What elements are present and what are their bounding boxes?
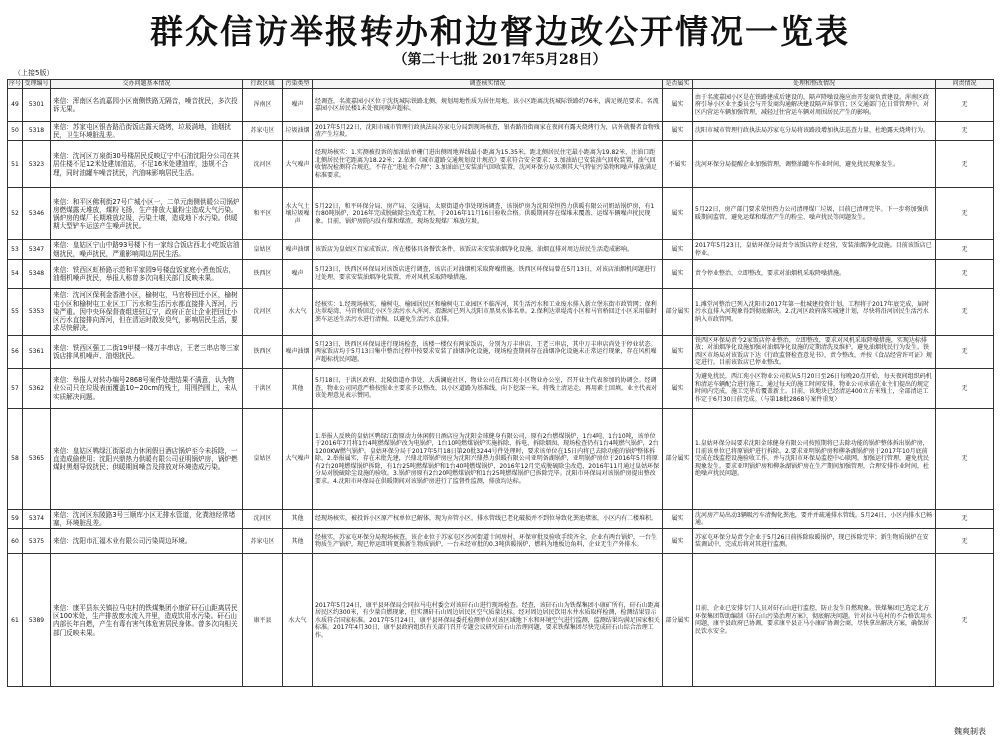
table-body (8, 89, 994, 687)
district: 沈河区 (243, 288, 283, 335)
handling-result: 责令停业整治，立即整改，要求对油烟机采取降噪措施。 (693, 259, 936, 288)
verified-status: 属实 (663, 529, 693, 554)
table-row (8, 240, 994, 259)
pollution-type: 噪声油烟 (283, 240, 313, 259)
district: 和平区 (243, 188, 283, 240)
column-header: 行政区域 (243, 80, 283, 89)
pollution-type: 水大气土壤垃圾噪声 (283, 188, 313, 240)
table-row (8, 554, 994, 687)
table-row (8, 188, 994, 240)
issue-description: 来信：铁西区强工二街19甲楼一楼万丰串店，王老三串店等三家饭店排风机噪声、油烟扰民。 (51, 335, 243, 368)
table-row (8, 509, 994, 528)
case-id: 5353 (23, 288, 51, 335)
investigation-result: 5月18日，于洪区政府、北陵街道办事处、大禹澜庭社区，物业公司在西江苑小区物业办公室，召开业主代表参加的协调会。经调查，物业公司同意严格按照业主要求予以整改，以小区道路为基准线，向下挖深一米，将残土清运走，再用素土回填，业主代表对该处理意见表示赞同。 (313, 368, 663, 408)
district: 沈河区 (243, 141, 283, 188)
continuation-note: （上接5版） (14, 69, 54, 77)
pollution-type: 其他 (283, 509, 313, 528)
accountability: 无 (936, 188, 994, 240)
case-id: 5389 (23, 554, 51, 687)
table-row (8, 335, 994, 368)
investigation-result: 经核实：1.经现场核实，榆树屯、榆园居民区和榆树屯工业园区不临浑河，其生活污水和工业废水排入新立堡东街市政管网；保利达翠堤湾、马官桥回迁小区生活污水入浑河，渭源河已列入沈阳市黑臭水体名单。2.保利达翠堤湾小区和马官桥回迁小区采用临时粪车运送生活污水进行清掏，以避免生活污水直排。 (313, 288, 663, 335)
case-id: 5346 (23, 188, 51, 240)
verified-status: 不属实 (663, 141, 693, 188)
case-id: 5347 (23, 240, 51, 259)
table-row (8, 408, 994, 509)
pollution-type: 其他 (283, 368, 313, 408)
pollution-type: 水大气 (283, 288, 313, 335)
row-number: 60 (8, 529, 23, 554)
investigation-result: 2017年5月22日，沈阳市城市管理行政执法局苏家屯分局到现场核查，银杏路沿街商家在夜间有露天烧烤行为，店外就餐者食物残渣产生垃圾。 (313, 122, 663, 141)
district: 铁西区 (243, 259, 283, 288)
district: 铁西区 (243, 335, 283, 368)
case-id: 5301 (23, 89, 51, 122)
table-row (8, 288, 994, 335)
column-header: 是否属实 (663, 80, 693, 89)
accountability: 无 (936, 368, 994, 408)
row-number: 51 (8, 141, 23, 188)
accountability: 无 (936, 554, 994, 687)
verified-status: 属实 (663, 240, 693, 259)
issue-description: 来信：皇姑区宁山中路93号楼下有一家综合饭店西北小吃饭店油烟扰民，噪声扰民，严重影响周边居民生活。 (51, 240, 243, 259)
investigation-result: 经现场核实：1.实测被投诉的加油站单栅门进出侧周地界线最小距离为15.35米，距北侧居民住宅最小距离为19.82米，注油口距北侧居民住宅距离为18.22米；2.依据《城市道路交通规划设计规范》要求符合安全要求；3.加油站已安装油气回收装置，油气回收情况检测符合规范，不存在“违址不合理”；3.加油站已安装油气回收装置，沈河环保分局实测其大气特征污染物和噪声排放满足标准要求。 (313, 141, 663, 188)
page-subtitle: （第二十七批 2017年5月28日） (393, 52, 607, 68)
row-number: 50 (8, 122, 23, 141)
investigation-result: 经现场核实，被投诉小区原产权单位已解体，现为弃管小区。排水管线已老化破损并不到位导致化粪池堵塞，小区内有二楼堆积。 (313, 509, 663, 528)
issue-description: 来信：沈河区万泉街30号楼居民反映辽宁中石油沈阳分公司在其居住楼不足12米处建加油站，不足16米处建油库，违规不合理，同时油罐车噪音扰民，汽油味影响居民生活。 (51, 141, 243, 188)
pollution-type: 噪声 (283, 259, 313, 288)
handling-result: 沈阳市城市管理行政执法局苏家屯分局将该路段增加执法巡查力量，杜绝露天烧烤行为。 (693, 122, 936, 141)
issue-description: 来信：沈河区东陵路3号三顺库小区无排水管道，化粪池经常堵塞，环境脏乱差。 (51, 509, 243, 528)
row-number: 55 (8, 288, 23, 335)
issue-description: 来信：和平区佛利街27号广城小区一，二单元南侧供暖公司锅炉房燃煤露天堆放，煤粉飞扬，生产排放大量粉尘造成大气污染。锅炉房的煤厂长期堆放垃圾，污染土壤，造成地下水污染。供暖期大型铲车运送产生噪声扰民。 (51, 188, 243, 240)
handling-result: 为避免扰民，西江苑小区物业公司拟从5月20日至26日每晚20点开始，每天夜间组织码机和清运车辆配合进行施工，通过每天的施工时间安排，物业公司承诺在业主们提出的规定时间内完成，施工完毕后覆盖新土。目前，该地块已经清运400立方米残土，全部清运工作定于6月30日前完成。（与第18批2868号案件重复） (693, 368, 936, 408)
column-header: 序号 (8, 80, 21, 88)
investigation-result: 5月22日，和平环保分局、房产局、交通局、太原街道办事处现场调查，该锅炉房为沈阳荣恒热力供暖有限公司奶站锅炉房，有1台80吨锅炉，2016年完成脱硫除尘改造工程，于2016年11月16日验收合格。供暖期间存在煤堆未覆盖、运煤车辆噪声扰民现象。目前，锅炉房院内没有煤和煤渣，现场发现煤厂堆放垃圾。 (313, 188, 663, 240)
district: 沈河区 (243, 509, 283, 528)
case-id: 5362 (23, 368, 51, 408)
case-id: 5323 (23, 141, 51, 188)
verified-status: 属实 (663, 89, 693, 122)
verified-status: 部分属实 (663, 408, 693, 509)
pollution-type: 其他 (283, 529, 313, 554)
investigation-result: 该饭店为皇姑区百家成饭店，所在楼体具备餐饮条件，该饭店未安装油烟净化设施，油烟直排对周边居民生活造成影响。 (313, 240, 663, 259)
handling-result: 2017年5月23日，皇姑环保分局责令该饭店停止经营，安装油烟净化设施。目前该饭店已停业。 (693, 240, 936, 259)
case-id: 5374 (23, 509, 51, 528)
table-row (8, 529, 994, 554)
issue-description: 来信：沈阳市汇福木业有限公司污染周边环境。 (51, 529, 243, 554)
issue-description: 来信：铁西区虹桥路示范和平家园9号楼盘饭家庭小煮鱼饭店，油烟机噪声扰民，举报人称曾多次向相关部门反映未果。 (51, 259, 243, 288)
verified-status: 属实 (663, 259, 693, 288)
row-number: 56 (8, 335, 23, 368)
district: 浑南区 (243, 89, 283, 122)
district: 皇姑区 (243, 240, 283, 259)
investigation-result: 5月23日，铁西区环保局进行现场检查，该楼一楼仅有两家饭店，分别为万丰串店、王老三串店，其中万丰串店尚处于停业状态。两家饭店均于5月13日集中整治过程中按要求安装了油烟净化设施，现场检查期间存在油烟净化设施未正常运行现象，存在风机噪声超标扰民问题。 (313, 335, 663, 368)
petition-table (7, 79, 994, 687)
column-header: 调查核实情况 (313, 80, 663, 89)
row-number: 57 (8, 368, 23, 408)
investigation-result: 2017年5月24日，康平县环保局会同拉马屯村委会对该矸石山进行现场检查。经查，该矸石山为铁煤集团小康矿所有，矸石山距离居民区约300米，有少量自燃现象，但实测矸石山周边居民区空气质量达标。经对周边居民饮用水井水质取样检测，检测结果显示水质符合国家标准。2017年5月24日，康平县环保局委托检测单位对该区域地下水和环境空气进行监测，监测结果均满足国家相关标准。2017年4月30日，康平县政府组织有关部门召开专题会议研究矸石山治理问题，要求铁煤集团尽快完成矸石山综合治理工作。 (313, 554, 663, 687)
issue-description: 来信：浑南区名流嘉园小区南侧铁路无隔音，噪音扰民，多次投诉无果。 (51, 89, 243, 122)
handling-result: 苏家屯环保分局责令企业于5月26日前拆除取暖锅炉，现已拆除完毕；新生物质锅炉在安装调试中，完成后将对其进行监测。 (693, 529, 936, 554)
handling-result: 铁西区环保局责令2家饭店停业整治，立即整改，要求对风机采取降噪措施，实现达标排放；对油烟净化设施加强对油烟净化设施的定期清洗及维护，避免油烟扰民行为发生。铁西区市场局对该饭店下达《行政监督检查意见书》，责令整改，并按《食品经营许可证》规定进行，目前该饭店已停业整改。 (693, 335, 936, 368)
case-id: 5375 (23, 529, 51, 554)
pollution-type: 大气噪声 (283, 408, 313, 509)
column-header: 受理编号 (24, 80, 49, 88)
accountability: 无 (936, 89, 994, 122)
pollution-type: 噪声 (283, 89, 313, 122)
verified-status: 属实 (663, 335, 693, 368)
handling-result: 5月22日，房产部门要求荣恒热力公司清理煤厂垃圾，目前已清理完毕。下一步将加强供暖期间监管，避免运煤和煤渣产生的粉尘、噪声扰民等问题发生。 (693, 188, 936, 240)
district: 于洪区 (243, 368, 283, 408)
case-id: 5361 (23, 335, 51, 368)
investigation-result: 经调查，名流嘉园小区位于沈抚城际铁路北侧，规划用地性质为居住用地，该小区距离沈抚城际铁路约76米，满足规范要求。名流嘉园小区居民楼1未处夜间噪声超标。 (313, 89, 663, 122)
table-row (8, 122, 994, 141)
row-number: 54 (8, 259, 23, 288)
row-number: 58 (8, 408, 23, 509)
issue-description: 来信：举报人对转办编号2868号案件处理结果不满意，认为物业公司只在垃圾表面覆盖10~20cm的残土，用围挡围上，未从实质解决问题。 (51, 368, 243, 408)
table-row (8, 141, 994, 188)
page-title: 群众信访举报转办和边督边改公开情况一览表 (150, 12, 850, 51)
column-header: 污染类型 (283, 80, 313, 89)
column-header: 问责情况 (936, 80, 994, 89)
pollution-type: 垃圾油烟 (283, 122, 313, 141)
verified-status: 部分属实 (663, 554, 693, 687)
table-row (8, 259, 994, 288)
case-id: 5318 (23, 122, 51, 141)
handling-result: 1.滩堂河整治已列入沈阳市2017年第一批城建投资计划，工程将于2017年底完成，届时污水直排入河现象得到彻底解决。2.沈河区政府落实城建计划，尽快将沿河居民生活污水纳入市政管网。 (693, 288, 936, 335)
issue-description: 来信：沈河区保利金香港小区，榆树屯，马官桥回迁小区，榆树屯小区和榆树屯工业区工厂污水和生活污水都直接排入浑河，污染严重。因中央环保督查组进驻辽宁，政府正在让企业把回迁小区污水直接排向浑河，但在清运时散发臭气，影响居民生活，要求尽快解决。 (51, 288, 243, 335)
table-row (8, 89, 994, 122)
investigation-result: 经核实，苏家屯环保分局现场核查，该企业位于苏家屯区沙河街道十间房村，环保审批及验收手续齐全，企业有两台锅炉，一台生物质生产锅炉，现已停运即将更换新生物质锅炉，一台未经审批的0.3吨供暖锅炉，燃料为地板边角料，企业无生产外排水。 (313, 529, 663, 554)
pollution-type: 噪声油烟 (283, 335, 313, 368)
column-header: 交办问题基本情况 (51, 80, 243, 89)
case-id: 5365 (23, 408, 51, 509)
verified-status: 属实 (663, 188, 693, 240)
table-row (8, 368, 994, 408)
accountability: 无 (936, 259, 994, 288)
accountability: 无 (936, 335, 994, 368)
accountability: 无 (936, 240, 994, 259)
handling-result: 沈河环保分局提醒企业加强管理，调整油罐车作业时间，避免扰民现象发生。 (693, 141, 936, 188)
verified-status: 属实 (663, 509, 693, 528)
verified-status: 属实 (663, 368, 693, 408)
handling-result: 由于名流嘉园小区是在铁路建成后建设的，隔声降噪设施应由开发商负责建设。浑南区政府引导小区业主委员会与开发商沟通解决建设隔声屏事宜；区交通部门在日常管理中，对区内营运车辆加强管理，减轻过往营运车辆对周围居民产生的影响。 (693, 89, 936, 122)
pollution-type: 水大气 (283, 554, 313, 687)
handling-result: 1.皇姑环保分局要求沈阳金球健身有限公司按照期将已去除功能的锅炉整体拆出锅炉房，目前该单位已将原锅炉进行拆除。2.要求亚明锅炉房和柳条湖锅炉房于2017年10月底前完成在线监控设施验收工作，并与沈阳市环保局监控中心联网，加强运行管理，避免扰民现象发生。要求亚明锅炉房和柳条湖锅炉房在生产期间加强管理，合理安排作业时间，杜绝噪声扰民问题。 (693, 408, 936, 509)
accountability: 无 (936, 529, 994, 554)
investigation-result: 5月23日，铁西区环保局对该饭店进行调查，该店正对油烟机采取降噪措施。铁西区环保局曾在5月13日，对该店油烟机问题进行过处理，要求安装油烟净化装置，并对风机采取降噪措施。 (313, 259, 663, 288)
issue-description: 来信：康平县东关镇拉马屯村的铁煤集团小康矿矸石山距离居民区100米处，生产排放废水流入井里，造成饮用水污染。矸石山内部长年自燃，产生有毒有害气体危害居民身体。曾多次向相关部门反映未果。 (51, 554, 243, 687)
verified-status: 属实 (663, 122, 693, 141)
accountability: 无 (936, 288, 994, 335)
investigation-result: 1.举报人反映的皇姑区鸭绿江街原动力休闲假日酒店应为沈阳金球健身有限公司，原有2台燃煤锅炉，1台4吨，1台10吨，该单位于2016年7月将1台4吨燃煤锅炉改为电锅炉，1台10吨燃煤锅炉实施拆除，拆电、拆除烟囱，现场检查仍有1台4吨燃气锅炉，2台1200KW燃气锅炉。皇姑环保分局于2017年5月18日第20批3244号件处理时，要求该单位在15日内将已去除功能的锅炉整体拆除。2.举报属实，存在未批先建，兴鼎北塔锅炉房应为沈阳兴鼎热力供暖有限公司亚明备湖锅炉，亚明锅炉房位于2016年5月将原有2台20吨燃煤锅炉拆除，有1台25吨燃煤锅炉和1台40吨燃煤锅炉，2016年12月完成脱硫除尘改造，2016年11月通过皇姑环保分局对脱硫除尘设施的验收。3.锅炉房原有2台20吨燃煤锅炉和1台25吨燃煤锅炉已拆除完毕。沈阳市环保局对该锅炉房提出整改要求。4.沈阳市环保局在供暖期间对该锅炉房进行了监督性监测，排放均达标。 (313, 408, 663, 509)
district: 苏家屯区 (243, 529, 283, 554)
row-number: 61 (8, 554, 23, 687)
district: 苏家屯区 (243, 122, 283, 141)
row-number: 53 (8, 240, 23, 259)
handling-result: 沈河房产局出动3辆吸污车清掏化粪池，要并并疏通排水管线。5月24日，小区内排水已畅通。 (693, 509, 936, 528)
column-header: 处理和整改情况 (693, 80, 936, 89)
pollution-type: 大气噪声 (283, 141, 313, 188)
row-number: 52 (8, 188, 23, 240)
issue-description: 来信：苏家屯区银杏路沿街饭店露天烧烤，垃圾满地，油烟扰民，卫生环境脏乱差。 (51, 122, 243, 141)
row-number: 59 (8, 509, 23, 528)
accountability: 无 (936, 141, 994, 188)
accountability: 无 (936, 509, 994, 528)
district: 康平县 (243, 554, 283, 687)
row-number: 49 (8, 89, 23, 122)
district: 皇姑区 (243, 408, 283, 509)
handling-result: 目前，企业已安排专门人员对矸石山进行监控，防止发生自燃现象。铁煤集团已选定北方环保集团帮助编制《矸石山污染治理方案》，彻底解决问题。针对拉马屯村的不合格饮用水问题，康平县政府已协调，要求康平县正马小康矿协调会商，尽快拿出解决方案，确保居民饮水安全。 (693, 554, 936, 687)
verified-status: 部分属实 (663, 288, 693, 335)
footer-credit: 魏爽制表 (954, 727, 986, 736)
accountability: 无 (936, 122, 994, 141)
accountability: 无 (936, 408, 994, 509)
issue-description: 来信：皇姑区鸭绿江街原动力休闲假日酒店锅炉至今未拆除，一直造成偷使用；沈阳兴鼎热力供暖有限公司亚明锅炉房，锅炉燃煤时黑烟导致扰民；供暖期间噪音及排放对环境造成污染。 (51, 408, 243, 509)
case-id: 5348 (23, 259, 51, 288)
table-header-row (8, 80, 994, 89)
